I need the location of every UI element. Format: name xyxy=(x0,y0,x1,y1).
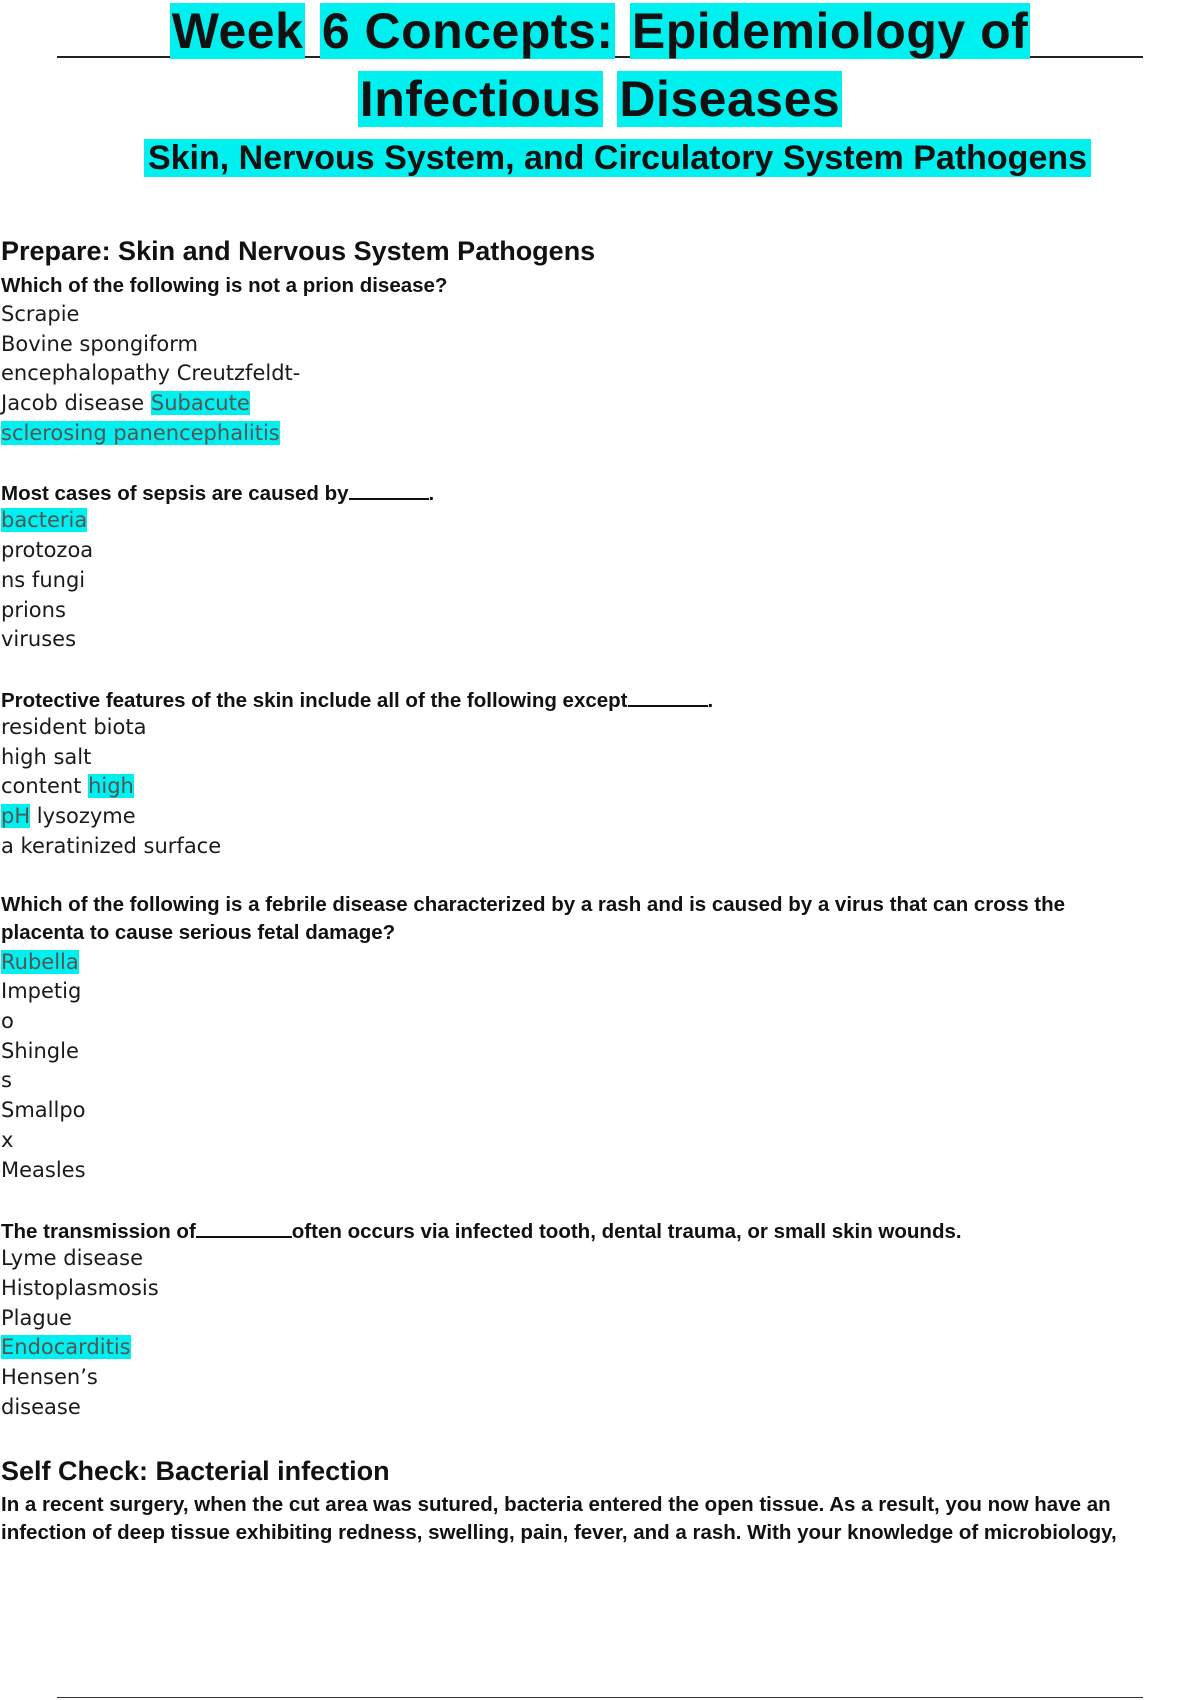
q3-line-2: high salt xyxy=(1,745,92,769)
question-5-blank xyxy=(196,1216,292,1238)
q4-line-4: Shingle xyxy=(1,1039,79,1063)
q2-option-4: prions xyxy=(1,598,66,622)
title-word-concepts: 6 Concepts: xyxy=(321,3,614,59)
subtitle-text: Skin, Nervous System, and Circulatory System Pathogens xyxy=(144,139,1091,177)
question-3 xyxy=(1,685,713,715)
question-5-text: The transmission of xyxy=(1,1220,196,1243)
q1-answer-highlight: Subacute xyxy=(150,391,250,415)
question-5-end: often occurs via infected tooth, dental trauma, or small skin wounds. xyxy=(291,1220,962,1243)
q2-option-2: protozoa xyxy=(1,538,94,562)
q4-line-7: x xyxy=(1,1128,14,1152)
q5-answer-highlight: Endocarditis xyxy=(1,1335,131,1359)
q1-line-4-text: Jacob disease xyxy=(1,391,151,415)
q4-line-2: Impetig xyxy=(1,979,82,1003)
q1-line-3: encephalopathy Creutzfeldt- xyxy=(1,361,301,385)
section-heading-prepare: Prepare: Skin and Nervous System Pathogens xyxy=(1,236,596,266)
q1-line-5 xyxy=(1,419,280,447)
question-3-text: Protective features of the skin include all of the following except xyxy=(1,689,628,712)
page-title xyxy=(0,0,1200,127)
self-check-paragraph-line-1: In a recent surgery, when the cut area was sutured, bacteria entered the open tissue. As a result, you now have an xyxy=(1,1493,1111,1516)
q2-option-5: viruses xyxy=(1,627,77,651)
q3-line-3-text: content xyxy=(1,774,89,798)
question-3-blank xyxy=(628,685,708,707)
title-word-week: Week xyxy=(171,3,304,59)
question-2 xyxy=(1,478,434,508)
q5-line-3: Plague xyxy=(1,1306,72,1330)
question-2-blank xyxy=(349,478,429,500)
q1-line-1: Scrapie xyxy=(1,302,80,326)
self-check-paragraph-line-2: infection of deep tissue exhibiting redness, swelling, pain, fever, and a rash. With your knowledge of microbiology, xyxy=(1,1521,1117,1544)
q3-line-5: a keratinized surface xyxy=(1,834,222,858)
question-2-text: Most cases of sepsis are caused by xyxy=(1,482,349,505)
q3-line-4-text: lysozyme xyxy=(30,804,136,828)
title-word-infectious: Infectious xyxy=(359,71,601,127)
q4-line-1 xyxy=(1,948,79,976)
q3-line-3 xyxy=(1,772,134,800)
q3-line-4 xyxy=(1,802,136,830)
footer-rule xyxy=(57,1697,1143,1698)
page-subtitle xyxy=(0,137,1200,179)
title-word-epidemiology: Epidemiology of xyxy=(631,3,1029,59)
q4-line-3: o xyxy=(1,1009,14,1033)
question-4-line-2: placenta to cause serious fetal damage? xyxy=(1,921,396,944)
q3-answer-highlight: high xyxy=(88,774,134,798)
q2-option-3: ns fungi xyxy=(1,568,86,592)
q5-line-6: disease xyxy=(1,1395,81,1419)
q3-answer-highlight-cont: pH xyxy=(1,804,31,828)
title-line-1 xyxy=(0,2,1200,60)
title-line-2 xyxy=(0,70,1200,128)
q4-line-6: Smallpo xyxy=(1,1098,86,1122)
q5-line-2: Histoplasmosis xyxy=(1,1276,159,1300)
question-5 xyxy=(1,1216,962,1246)
q4-line-5: s xyxy=(1,1068,12,1092)
q1-answer-highlight-cont: sclerosing panencephalitis xyxy=(1,421,280,445)
q2-answer-highlight: bacteria xyxy=(1,508,88,532)
q1-line-4 xyxy=(1,389,250,417)
question-4-line-1: Which of the following is a febrile disease characterized by a rash and is caused by a virus that can cross the xyxy=(1,893,1066,916)
q5-line-1: Lyme disease xyxy=(1,1246,144,1270)
q2-option-1 xyxy=(1,506,87,534)
question-3-end: . xyxy=(707,689,714,712)
q5-line-5: Hensen’s xyxy=(1,1365,98,1389)
question-1: Which of the following is not a prion disease? xyxy=(1,274,448,297)
question-2-end: . xyxy=(428,482,435,505)
q5-line-4 xyxy=(1,1333,131,1361)
q4-answer-highlight: Rubella xyxy=(1,950,79,974)
q4-line-8: Measles xyxy=(1,1158,86,1182)
title-word-diseases: Diseases xyxy=(619,71,841,127)
q3-line-1: resident biota xyxy=(1,715,147,739)
section-heading-self-check: Self Check: Bacterial infection xyxy=(1,1456,390,1486)
q1-line-2: Bovine spongiform xyxy=(1,332,198,356)
